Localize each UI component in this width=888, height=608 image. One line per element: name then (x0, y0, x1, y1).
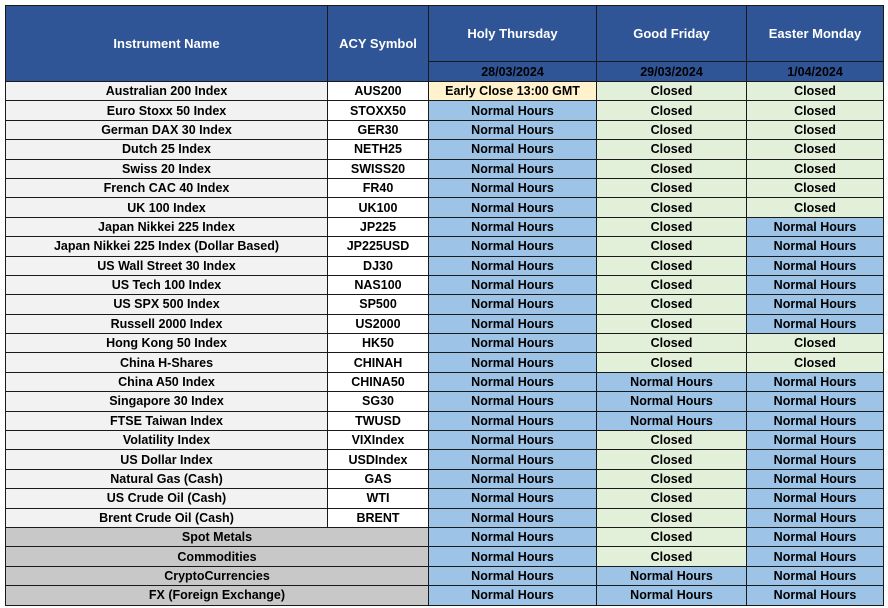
holiday-header-easter-monday: Easter Monday (747, 6, 884, 62)
status-cell: Normal Hours (429, 586, 597, 605)
status-cell: Closed (597, 489, 747, 508)
acy-symbol-cell: USDIndex (328, 450, 429, 469)
status-cell: Closed (747, 101, 884, 120)
acy-symbol-header: ACY Symbol (328, 6, 429, 82)
instrument-name-cell: Natural Gas (Cash) (6, 469, 328, 488)
status-cell: Closed (597, 508, 747, 527)
status-cell: Normal Hours (429, 178, 597, 197)
acy-symbol-cell: DJ30 (328, 256, 429, 275)
status-cell: Normal Hours (747, 275, 884, 294)
instrument-name-cell: US SPX 500 Index (6, 295, 328, 314)
table-body (6, 82, 884, 606)
table-row (6, 101, 884, 120)
status-cell: Normal Hours (597, 586, 747, 605)
instrument-name-cell: US Crude Oil (Cash) (6, 489, 328, 508)
status-cell: Closed (597, 101, 747, 120)
status-cell: Normal Hours (747, 586, 884, 605)
instrument-name-cell: Brent Crude Oil (Cash) (6, 508, 328, 527)
instrument-name-cell: Volatility Index (6, 431, 328, 450)
status-cell: Normal Hours (429, 314, 597, 333)
status-cell: Closed (597, 198, 747, 217)
status-cell: Normal Hours (429, 469, 597, 488)
table-row (6, 120, 884, 139)
status-cell: Normal Hours (747, 450, 884, 469)
status-cell: Closed (597, 469, 747, 488)
status-cell: Closed (597, 120, 747, 139)
status-cell: Normal Hours (747, 527, 884, 546)
table-row (6, 217, 884, 236)
status-cell: Normal Hours (429, 256, 597, 275)
acy-symbol-cell: SG30 (328, 392, 429, 411)
status-cell: Normal Hours (429, 140, 597, 159)
instrument-name-cell: French CAC 40 Index (6, 178, 328, 197)
status-cell: Normal Hours (429, 334, 597, 353)
acy-symbol-cell: NAS100 (328, 275, 429, 294)
status-cell: Normal Hours (429, 101, 597, 120)
acy-symbol-cell: HK50 (328, 334, 429, 353)
status-cell: Normal Hours (747, 256, 884, 275)
instrument-name-cell: Swiss 20 Index (6, 159, 328, 178)
status-cell: Closed (597, 140, 747, 159)
status-cell: Closed (747, 120, 884, 139)
status-cell: Closed (597, 217, 747, 236)
table-row (6, 411, 884, 430)
table-row (6, 392, 884, 411)
acy-symbol-cell: GAS (328, 469, 429, 488)
status-cell: Closed (747, 178, 884, 197)
acy-symbol-cell: JP225USD (328, 237, 429, 256)
status-cell: Normal Hours (747, 566, 884, 585)
instrument-name-cell: Hong Kong 50 Index (6, 334, 328, 353)
acy-symbol-cell: CHINA50 (328, 372, 429, 391)
status-cell: Normal Hours (429, 527, 597, 546)
status-cell: Normal Hours (747, 314, 884, 333)
status-cell: Normal Hours (429, 489, 597, 508)
holiday-date-good-friday: 29/03/2024 (597, 62, 747, 82)
holiday-date-easter-monday: 1/04/2024 (747, 62, 884, 82)
status-cell: Normal Hours (747, 489, 884, 508)
status-cell: Closed (597, 275, 747, 294)
status-cell: Normal Hours (597, 392, 747, 411)
instrument-name-cell: FTSE Taiwan Index (6, 411, 328, 430)
section-row (6, 547, 884, 566)
table-row (6, 489, 884, 508)
instrument-name-cell: China A50 Index (6, 372, 328, 391)
status-cell: Closed (597, 431, 747, 450)
status-cell: Normal Hours (429, 431, 597, 450)
acy-symbol-cell: FR40 (328, 178, 429, 197)
table-row (6, 178, 884, 197)
table-row (6, 372, 884, 391)
section-row (6, 527, 884, 546)
instrument-name-cell: China H-Shares (6, 353, 328, 372)
status-cell: Normal Hours (747, 431, 884, 450)
status-cell: Normal Hours (747, 237, 884, 256)
status-cell: Normal Hours (429, 450, 597, 469)
status-cell: Closed (597, 237, 747, 256)
holiday-header-good-friday: Good Friday (597, 6, 747, 62)
status-cell: Normal Hours (429, 275, 597, 294)
status-cell: Closed (747, 140, 884, 159)
status-cell: Closed (747, 82, 884, 101)
acy-symbol-cell: BRENT (328, 508, 429, 527)
instrument-name-cell: Euro Stoxx 50 Index (6, 101, 328, 120)
acy-symbol-cell: TWUSD (328, 411, 429, 430)
status-cell: Closed (747, 353, 884, 372)
instrument-name-cell: German DAX 30 Index (6, 120, 328, 139)
status-cell: Normal Hours (429, 508, 597, 527)
status-cell: Early Close 13:00 GMT (429, 82, 597, 101)
status-cell: Normal Hours (429, 411, 597, 430)
acy-symbol-cell: SWISS20 (328, 159, 429, 178)
status-cell: Closed (747, 198, 884, 217)
status-cell: Normal Hours (747, 372, 884, 391)
acy-symbol-cell: VIXIndex (328, 431, 429, 450)
status-cell: Normal Hours (429, 566, 597, 585)
status-cell: Normal Hours (429, 295, 597, 314)
status-cell: Closed (597, 256, 747, 275)
status-cell: Normal Hours (747, 217, 884, 236)
table-row (6, 314, 884, 333)
table-row (6, 159, 884, 178)
section-name-cell: Spot Metals (6, 527, 429, 546)
status-cell: Normal Hours (429, 372, 597, 391)
status-cell: Normal Hours (429, 159, 597, 178)
status-cell: Normal Hours (429, 237, 597, 256)
status-cell: Normal Hours (429, 120, 597, 139)
section-name-cell: Commodities (6, 547, 429, 566)
status-cell: Closed (747, 159, 884, 178)
table-row (6, 431, 884, 450)
status-cell: Normal Hours (429, 198, 597, 217)
status-cell: Closed (597, 295, 747, 314)
acy-symbol-cell: AUS200 (328, 82, 429, 101)
holiday-header-holy-thursday: Holy Thursday (429, 6, 597, 62)
status-cell: Normal Hours (747, 547, 884, 566)
instrument-name-cell: Japan Nikkei 225 Index (6, 217, 328, 236)
holiday-hours-table (5, 5, 884, 606)
instrument-name-cell: Singapore 30 Index (6, 392, 328, 411)
section-row (6, 586, 884, 605)
table-row (6, 82, 884, 101)
status-cell: Closed (747, 334, 884, 353)
status-cell: Normal Hours (747, 469, 884, 488)
status-cell: Normal Hours (429, 353, 597, 372)
holiday-date-holy-thursday: 28/03/2024 (429, 62, 597, 82)
instrument-name-cell: Russell 2000 Index (6, 314, 328, 333)
status-cell: Closed (597, 314, 747, 333)
acy-symbol-cell: STOXX50 (328, 101, 429, 120)
acy-symbol-cell: US2000 (328, 314, 429, 333)
instrument-name-cell: UK 100 Index (6, 198, 328, 217)
status-cell: Normal Hours (429, 392, 597, 411)
status-cell: Normal Hours (747, 411, 884, 430)
section-name-cell: CryptoCurrencies (6, 566, 429, 585)
status-cell: Normal Hours (597, 411, 747, 430)
status-cell: Normal Hours (597, 372, 747, 391)
table-row (6, 237, 884, 256)
holiday-schedule (5, 5, 884, 606)
status-cell: Closed (597, 82, 747, 101)
instrument-name-cell: Australian 200 Index (6, 82, 328, 101)
instrument-name-cell: US Tech 100 Index (6, 275, 328, 294)
status-cell: Normal Hours (429, 547, 597, 566)
table-row (6, 275, 884, 294)
acy-symbol-cell: GER30 (328, 120, 429, 139)
status-cell: Normal Hours (747, 295, 884, 314)
status-cell: Normal Hours (747, 508, 884, 527)
acy-symbol-cell: SP500 (328, 295, 429, 314)
instrument-name-cell: Japan Nikkei 225 Index (Dollar Based) (6, 237, 328, 256)
status-cell: Normal Hours (429, 217, 597, 236)
table-row (6, 140, 884, 159)
instrument-name-header: Instrument Name (6, 6, 328, 82)
section-row (6, 566, 884, 585)
acy-symbol-cell: JP225 (328, 217, 429, 236)
status-cell: Closed (597, 159, 747, 178)
instrument-name-cell: US Dollar Index (6, 450, 328, 469)
table-row (6, 469, 884, 488)
table-row (6, 334, 884, 353)
table-row (6, 450, 884, 469)
status-cell: Closed (597, 178, 747, 197)
table-row (6, 256, 884, 275)
table-row (6, 198, 884, 217)
acy-symbol-cell: UK100 (328, 198, 429, 217)
status-cell: Closed (597, 547, 747, 566)
acy-symbol-cell: CHINAH (328, 353, 429, 372)
table-row (6, 295, 884, 314)
acy-symbol-cell: NETH25 (328, 140, 429, 159)
section-name-cell: FX (Foreign Exchange) (6, 586, 429, 605)
instrument-name-cell: Dutch 25 Index (6, 140, 328, 159)
acy-symbol-cell: WTI (328, 489, 429, 508)
status-cell: Normal Hours (747, 392, 884, 411)
status-cell: Closed (597, 353, 747, 372)
table-row (6, 508, 884, 527)
status-cell: Normal Hours (597, 566, 747, 585)
table-row (6, 353, 884, 372)
status-cell: Closed (597, 334, 747, 353)
status-cell: Closed (597, 450, 747, 469)
instrument-name-cell: US Wall Street 30 Index (6, 256, 328, 275)
status-cell: Closed (597, 527, 747, 546)
